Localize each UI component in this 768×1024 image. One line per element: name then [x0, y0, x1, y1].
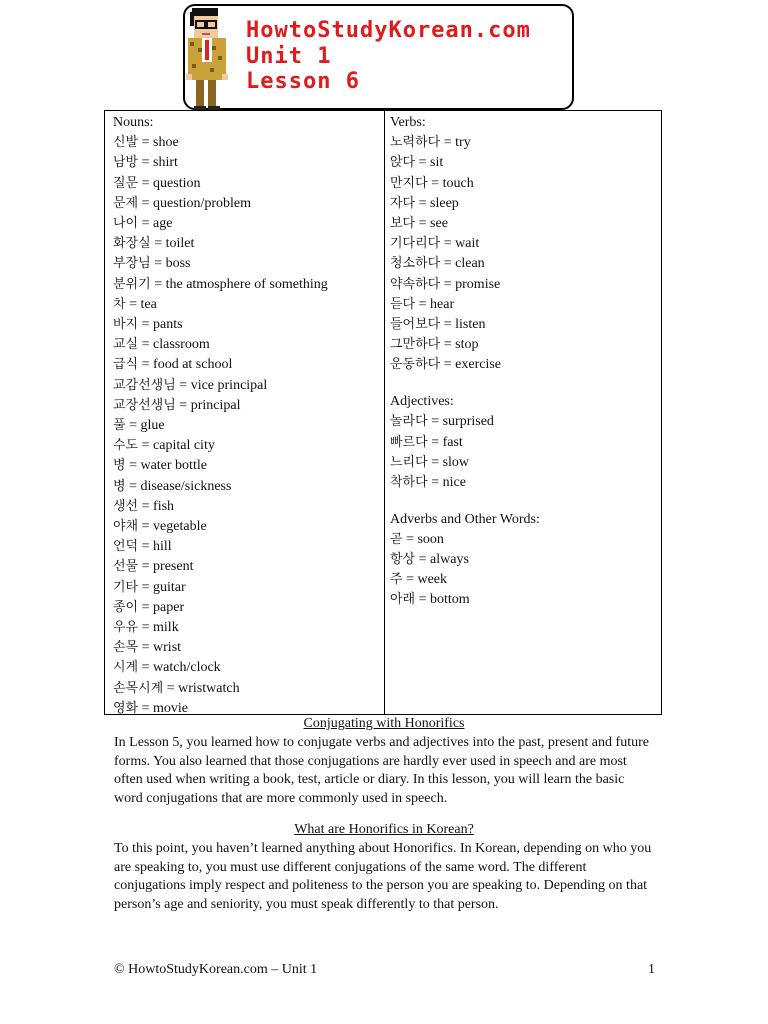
vocab-entry: 자다 = sleep [390, 195, 459, 211]
english-meaning: vice principal [190, 377, 268, 393]
vocab-entry: 곧 = soon [390, 531, 444, 547]
verbs-list [390, 133, 540, 375]
vocab-entry: 차 = tea [113, 296, 157, 312]
english-meaning: fast [442, 434, 463, 450]
page-number: 1 [648, 962, 655, 977]
english-meaning: promise [455, 276, 501, 292]
nouns-heading: Nouns: [113, 115, 154, 130]
english-meaning: principal [190, 397, 241, 413]
english-meaning: hear [430, 296, 455, 312]
vocab-entry: 교실 = classroom [113, 337, 210, 353]
english-meaning: question [153, 175, 201, 191]
english-meaning: clean [455, 256, 485, 272]
english-meaning: fish [153, 498, 175, 514]
vocab-entry: 항상 = always [390, 552, 469, 568]
korean-word: 우유 [113, 620, 139, 636]
korean-word: 급식 [113, 357, 139, 373]
korean-word: 종이 [113, 599, 139, 615]
site-title: HowtoStudyKorean.com [246, 18, 531, 43]
english-meaning: touch [442, 175, 474, 191]
english-meaning: watch/clock [153, 660, 221, 676]
english-meaning: wrist [153, 640, 182, 656]
vocab-entry: 화장실 = toilet [113, 236, 195, 252]
english-meaning: listen [455, 317, 486, 333]
vocab-entry: 교장선생님 = principal [113, 397, 241, 413]
english-meaning: toilet [165, 236, 195, 252]
vocab-entry: 착하다 = nice [390, 474, 466, 490]
vocab-entry: 손목 = wrist [113, 640, 182, 656]
vocab-entry: 보다 = see [390, 216, 448, 232]
vocab-entry: 신발 = shoe [113, 135, 179, 151]
english-meaning: shirt [153, 155, 178, 171]
vocab-entry: 나이 = age [113, 216, 173, 232]
korean-word: 문제 [113, 195, 139, 211]
vocab-entry: 주 = week [390, 572, 448, 588]
vocabulary-table [104, 110, 662, 715]
korean-word: 들어보다 [390, 317, 441, 333]
english-meaning: nice [442, 474, 466, 490]
english-meaning: slow [442, 454, 470, 470]
english-meaning: stop [455, 337, 479, 353]
section-title-conjugating: Conjugating with Honorifics [303, 716, 465, 731]
korean-word: 질문 [113, 175, 139, 191]
korean-word: 시계 [113, 660, 139, 676]
english-meaning: wristwatch [178, 680, 240, 696]
english-meaning: movie [153, 700, 189, 716]
korean-word: 만지다 [390, 175, 428, 191]
korean-word: 병 [113, 458, 126, 474]
korean-word: 풀 [113, 418, 126, 434]
korean-word: 기타 [113, 579, 139, 595]
english-meaning: try [455, 135, 471, 151]
vocab-entry: 만지다 = touch [390, 175, 474, 191]
vocab-entry: 질문 = question [113, 175, 201, 191]
nouns-list [113, 133, 328, 719]
english-meaning: hill [153, 539, 172, 555]
korean-word: 손목 [113, 640, 139, 656]
vocab-entry: 아래 = bottom [390, 592, 470, 608]
english-meaning: food at school [153, 357, 233, 373]
vocab-entry: 생선 = fish [113, 498, 175, 514]
korean-word: 화장실 [113, 236, 151, 252]
korean-word: 손목시계 [113, 680, 164, 696]
vocab-entry: 놀라다 = surprised [390, 414, 494, 430]
korean-word: 병 [113, 478, 126, 494]
english-meaning: milk [153, 620, 179, 636]
korean-word: 운동하다 [390, 357, 441, 373]
english-meaning: guitar [153, 579, 186, 595]
paragraph-honorifics: To this point, you haven’t learned anything about Honorifics. In Korean, depending on who you are speaking to, you must use different conjugations of the same word. The different conjugations imply respect and politeness to the person you are speaking to. Depending on that person’s age and seniority, you must speak differently to that person. [114, 841, 652, 912]
vocab-entry: 교감선생님 = vice principal [113, 377, 268, 393]
vocab-entry: 풀 = glue [113, 418, 165, 434]
adjectives-heading: Adjectives: [390, 394, 454, 410]
vocab-entry: 느리다 = slow [390, 454, 470, 470]
english-meaning: capital city [153, 438, 215, 454]
vocab-entry: 야채 = vegetable [113, 519, 207, 535]
korean-word: 앉다 [390, 155, 416, 171]
english-meaning: pants [153, 317, 183, 333]
vocab-entry: 수도 = capital city [113, 438, 215, 454]
korean-word: 교감선생님 [113, 377, 176, 393]
english-meaning: present [153, 559, 194, 575]
vocab-entry: 남방 = shirt [113, 155, 178, 171]
english-meaning: question/problem [153, 195, 252, 211]
vocab-entry: 종이 = paper [113, 599, 185, 615]
english-meaning: bottom [430, 592, 470, 608]
lesson-title: Lesson 6 [246, 69, 360, 94]
vocab-entry: 노력하다 = try [390, 135, 471, 151]
vocab-entry: 문제 = question/problem [113, 195, 252, 211]
korean-word: 생선 [113, 498, 139, 514]
vocab-entry: 분위기 = the atmosphere of something [113, 276, 328, 292]
korean-word: 나이 [113, 216, 139, 232]
korean-word: 곧 [390, 531, 403, 547]
english-meaning: shoe [153, 135, 179, 151]
vocab-entry: 앉다 = sit [390, 155, 444, 171]
english-meaning: vegetable [153, 519, 207, 535]
english-meaning: water bottle [140, 458, 207, 474]
verbs-heading: Verbs: [390, 115, 426, 130]
adverbs-list [390, 530, 540, 611]
korean-word: 빠르다 [390, 434, 428, 450]
korean-word: 자다 [390, 195, 416, 211]
korean-word: 놀라다 [390, 414, 428, 430]
korean-word: 그만하다 [390, 337, 441, 353]
vocab-entry: 선물 = present [113, 559, 194, 575]
vocab-entry: 바지 = pants [113, 317, 183, 333]
korean-word: 착하다 [390, 474, 428, 490]
korean-word: 노력하다 [390, 135, 441, 151]
footer-copyright: © HowtoStudyKorean.com – Unit 1 [114, 962, 318, 977]
mascot-icon [186, 8, 228, 110]
english-meaning: week [417, 572, 448, 588]
korean-word: 청소하다 [390, 256, 441, 272]
column-divider [384, 111, 385, 714]
korean-word: 바지 [113, 317, 139, 333]
korean-word: 아래 [390, 592, 416, 608]
english-meaning: always [430, 552, 469, 568]
vocab-entry: 병 = water bottle [113, 458, 207, 474]
vocab-entry: 청소하다 = clean [390, 256, 485, 272]
vocab-entry: 약속하다 = promise [390, 276, 501, 292]
korean-word: 기다리다 [390, 236, 441, 252]
vocab-entry: 언덕 = hill [113, 539, 172, 555]
english-meaning: surprised [442, 414, 494, 430]
korean-word: 듣다 [390, 296, 416, 312]
english-meaning: tea [140, 296, 157, 312]
unit-title: Unit 1 [246, 44, 332, 69]
paragraph-conjugating: In Lesson 5, you learned how to conjugate verbs and adjectives into the past, present and future forms. You also learned that those conjugations are hardly ever used in speech and are most often used when writing a book, test, article or diary. In this lesson, you will learn the basic word conjugations that are more commonly used in speech. [114, 735, 649, 806]
vocab-entry: 부장님 = boss [113, 256, 191, 272]
english-meaning: sleep [430, 195, 459, 211]
korean-word: 부장님 [113, 256, 151, 272]
english-meaning: see [430, 216, 448, 232]
korean-word: 교실 [113, 337, 139, 353]
korean-word: 야채 [113, 519, 139, 535]
vocab-entry: 기타 = guitar [113, 579, 186, 595]
vocab-entry: 들어보다 = listen [390, 317, 486, 333]
vocab-entry: 시계 = watch/clock [113, 660, 221, 676]
korean-word: 남방 [113, 155, 139, 171]
english-meaning: paper [153, 599, 185, 615]
korean-word: 교장선생님 [113, 397, 176, 413]
vocab-entry: 듣다 = hear [390, 296, 455, 312]
english-meaning: classroom [153, 337, 210, 353]
section-title-honorifics: What are Honorifics in Korean? [294, 822, 474, 837]
words-column [390, 113, 540, 611]
vocab-entry: 기다리다 = wait [390, 236, 480, 252]
vocab-entry: 병 = disease/sickness [113, 478, 232, 494]
english-meaning: glue [140, 418, 165, 434]
vocab-entry: 그만하다 = stop [390, 337, 479, 353]
korean-word: 주 [390, 572, 403, 588]
korean-word: 언덕 [113, 539, 139, 555]
vocab-entry: 영화 = movie [113, 700, 189, 716]
english-meaning: exercise [455, 357, 501, 373]
korean-word: 느리다 [390, 454, 428, 470]
nouns-column [113, 113, 328, 719]
vocab-entry: 운동하다 = exercise [390, 357, 501, 373]
vocab-entry: 손목시계 = wristwatch [113, 680, 240, 696]
korean-word: 보다 [390, 216, 416, 232]
korean-word: 약속하다 [390, 276, 441, 292]
english-meaning: soon [417, 531, 444, 547]
english-meaning: boss [165, 256, 191, 272]
english-meaning: age [153, 216, 173, 232]
adverbs-heading: Adverbs and Other Words: [390, 511, 540, 527]
korean-word: 차 [113, 296, 126, 312]
korean-word: 항상 [390, 552, 416, 568]
english-meaning: the atmosphere of something [165, 276, 328, 292]
english-meaning: disease/sickness [140, 478, 232, 494]
vocab-entry: 우유 = milk [113, 620, 179, 636]
korean-word: 분위기 [113, 276, 151, 292]
korean-word: 선물 [113, 559, 139, 575]
vocab-entry: 빠르다 = fast [390, 434, 463, 450]
korean-word: 수도 [113, 438, 139, 454]
korean-word: 신발 [113, 135, 139, 151]
korean-word: 영화 [113, 700, 139, 716]
vocab-entry: 급식 = food at school [113, 357, 233, 373]
adjectives-list [390, 412, 540, 493]
english-meaning: sit [430, 155, 444, 171]
english-meaning: wait [455, 236, 480, 252]
